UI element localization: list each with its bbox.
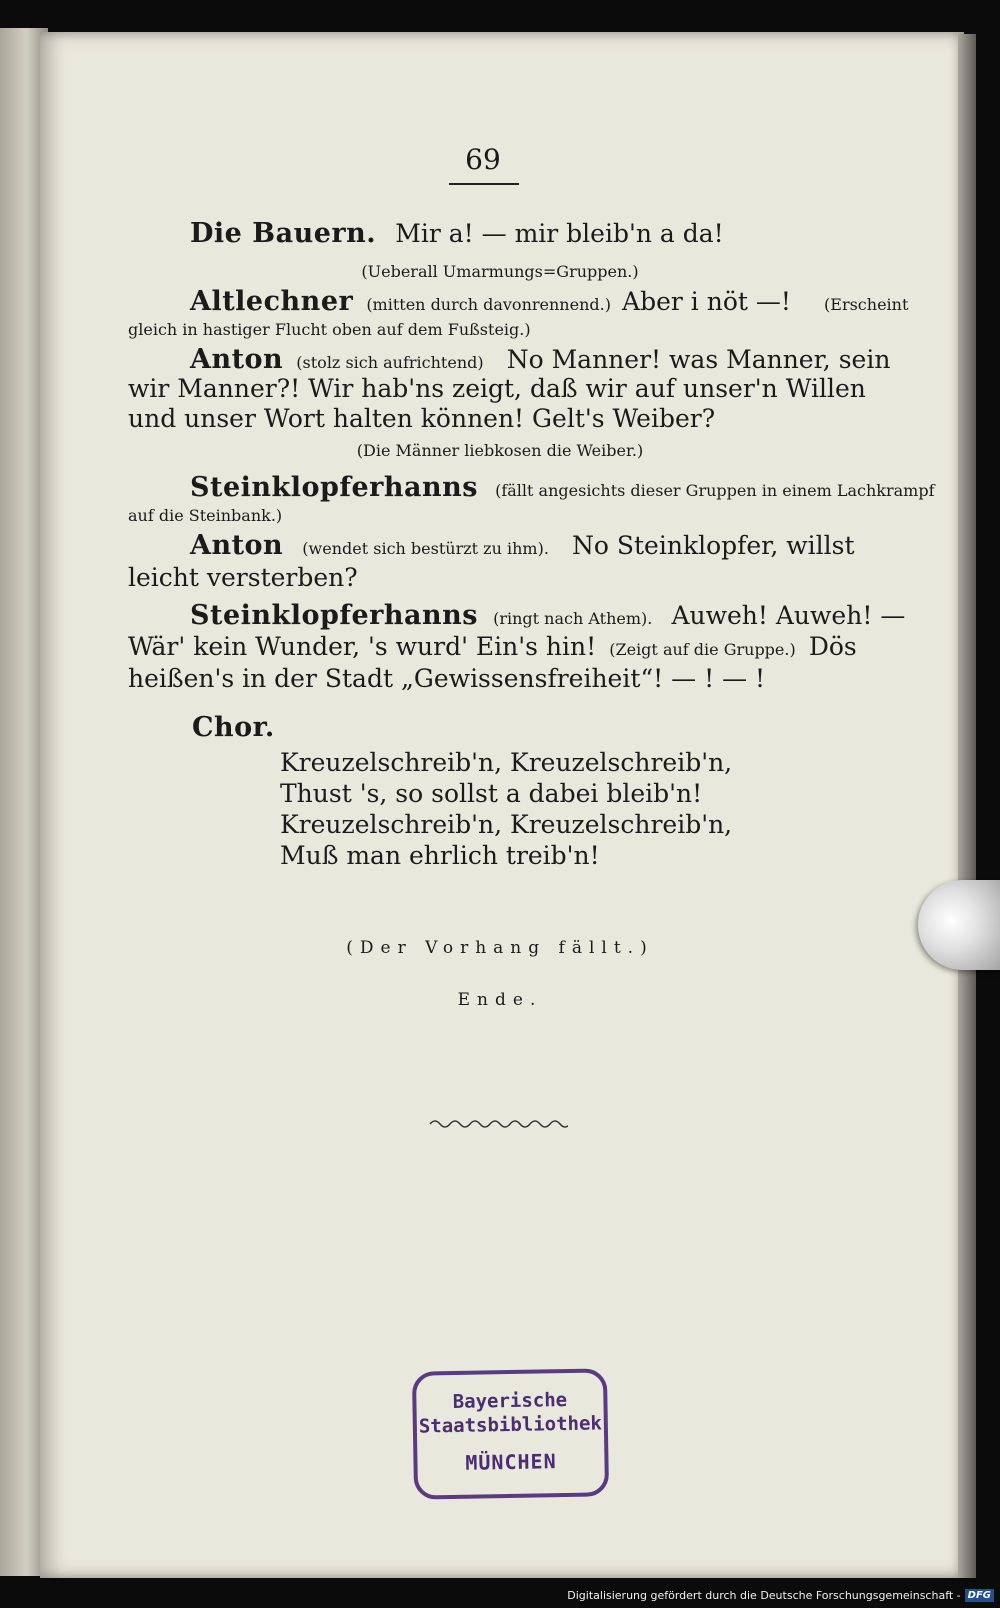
- speech-text: Dös: [808, 632, 857, 661]
- line-bauern: [190, 218, 724, 249]
- stamp-line: MÜNCHEN: [465, 1449, 557, 1475]
- chorus-line: Kreuzelschreib'n, Kreuzelschreib'n,: [280, 748, 733, 777]
- library-stamp: [412, 1368, 609, 1499]
- stage-direction: (ringt nach Athem).: [493, 609, 653, 628]
- stage-direction: (Erscheint: [824, 295, 909, 314]
- curtain-direction: (Der Vorhang fällt.): [346, 938, 654, 958]
- stage-direction: (wendet sich bestürzt zu ihm).: [302, 539, 549, 558]
- ornament-wave: [428, 1116, 568, 1130]
- page-number-underline: [449, 183, 519, 185]
- speech-text: No Steinklopfer, willst: [572, 531, 855, 560]
- speech-text: Auweh! Auweh! —: [671, 601, 906, 630]
- line-anton: [190, 530, 855, 561]
- speaker-name: Die Bauern.: [190, 218, 377, 249]
- stage-direction: gleich in hastiger Flucht oben auf dem Fußsteig.): [128, 320, 531, 339]
- stage-direction: (Ueberall Umarmungs=Gruppen.): [361, 262, 639, 281]
- chorus-line: Kreuzelschreib'n, Kreuzelschreib'n,: [280, 810, 733, 839]
- speech-text: No Manner! was Manner, sein: [506, 345, 891, 374]
- speaker-name: Anton: [190, 530, 284, 561]
- speaker-name: Steinklopferhanns: [190, 472, 478, 503]
- stamp-line: Staatsbibliothek: [418, 1412, 603, 1438]
- stamp-line: Bayerische: [452, 1389, 568, 1414]
- speaker-name: Altlechner: [190, 286, 354, 317]
- speech-text: Aber i nöt —!: [622, 287, 791, 316]
- line-steinklopferhanns: [190, 472, 935, 503]
- speaker-name: Steinklopferhanns: [190, 600, 478, 631]
- line-anton: [190, 344, 890, 375]
- page-number: 69: [465, 143, 501, 176]
- chorus-heading: Chor.: [192, 712, 275, 743]
- dfg-logo-icon: DFG: [965, 1589, 994, 1602]
- stage-direction: (mitten durch davonrennend.): [366, 295, 611, 314]
- speech-text: Wär' kein Wunder, 's wurd' Ein's hin!: [128, 632, 597, 661]
- stage-direction: auf die Steinbank.): [128, 506, 283, 525]
- stage-direction: (Zeigt auf die Gruppe.): [609, 640, 796, 659]
- speech-text: leicht versterben?: [128, 563, 358, 592]
- chorus-line: Thust 's, so sollst a dabei bleib'n!: [280, 779, 703, 808]
- line-steinklopferhanns: [190, 600, 905, 631]
- speaker-name: Anton: [190, 344, 284, 375]
- footer-credit: [567, 1589, 994, 1602]
- stage-direction: (fällt angesichts dieser Gruppen in einem Lachkrampf: [495, 481, 935, 500]
- speech-text: Mir a! — mir bleib'n a da!: [395, 219, 724, 248]
- end-marker: Ende.: [457, 990, 543, 1010]
- footer-text: Digitalisierung gefördert durch die Deutsche Forschungsgemeinschaft -: [567, 1589, 961, 1602]
- speech-text: heißen's in der Stadt „Gewissensfreiheit“! — ! — !: [128, 664, 766, 693]
- line-continuation: [128, 632, 857, 661]
- chorus-line: Muß man ehrlich treib'n!: [280, 841, 600, 870]
- stage-direction: (stolz sich aufrichtend): [296, 353, 484, 372]
- stage-direction: (Die Männer liebkosen die Weiber.): [356, 441, 644, 460]
- speech-text: wir Manner?! Wir hab'ns zeigt, daß wir auf unser'n Willen: [128, 374, 866, 403]
- speech-text: und unser Wort halten können! Gelt's Weiber?: [128, 404, 716, 433]
- line-altlechner: [190, 286, 909, 317]
